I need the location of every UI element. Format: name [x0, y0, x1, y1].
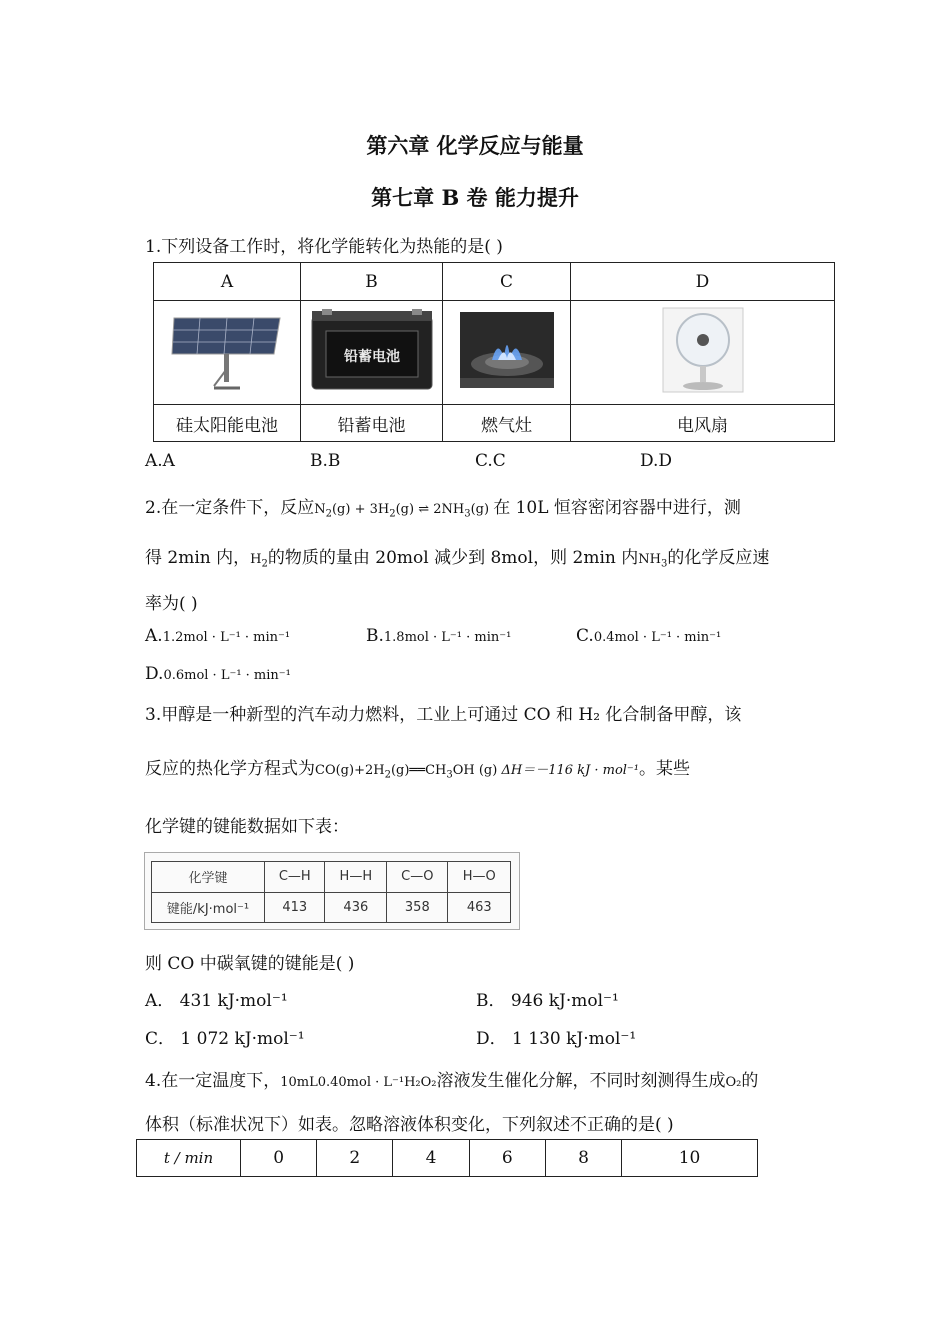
- q1-image-cell-c: [443, 301, 571, 405]
- q4-line1: [145, 1066, 758, 1091]
- q4-time-5: 10: [622, 1140, 758, 1177]
- q1-name-b: 铅蓄电池: [301, 405, 443, 442]
- q1-image-cell-b: [301, 301, 443, 405]
- bond-value-1: 413: [265, 892, 325, 923]
- q1-stem: 1.下列设备工作时，将化学能转化为热能的是( ): [145, 237, 503, 257]
- section-title: 第七章 B 卷 能力提升: [371, 185, 579, 210]
- q4-table-header-text: t / min: [163, 1149, 214, 1167]
- battery-label: 铅蓄电池: [343, 349, 400, 365]
- q2-option-b-value: 1.8mol · L⁻¹ · min⁻¹: [383, 630, 512, 645]
- q4-o2-formula: O₂: [725, 1075, 742, 1090]
- q4-time-4: 8: [545, 1140, 621, 1177]
- q2-option-a-value: 1.2mol · L⁻¹ · min⁻¹: [162, 630, 291, 645]
- q2-option-a: A.1.2mol · L⁻¹ · min⁻¹: [145, 626, 291, 646]
- q2-line1-text-b: 在 10L 恒容密闭容器中进行，测: [493, 498, 741, 518]
- q1-header-a: A: [154, 263, 301, 301]
- q2-line2-text-a: 得 2min 内，: [145, 548, 251, 568]
- q1-option-a: A.A: [145, 451, 175, 471]
- q1-header-c: C: [443, 263, 571, 301]
- q4-time-table: [136, 1139, 758, 1177]
- solar-panel-icon: [170, 310, 284, 390]
- bond-value-2: 436: [325, 892, 387, 923]
- bond-value-3: 358: [387, 892, 448, 923]
- q4-time-1: 2: [317, 1140, 393, 1177]
- q3-line3: 化学键的键能数据如下表：: [145, 817, 349, 837]
- q3-line2-text-b: 。某些: [639, 759, 691, 779]
- q3-option-b: B． 946 kJ·mol⁻¹: [476, 991, 619, 1011]
- q2-option-d-value: 0.6mol · L⁻¹ · min⁻¹: [163, 668, 291, 683]
- q1-header-b: B: [301, 263, 443, 301]
- gas-stove-icon: [460, 312, 554, 388]
- q3-thermo-equation: $CO(g)+2H_2(g)══CH_3OH$ (g): [315, 763, 502, 781]
- electric-fan-icon: [661, 306, 745, 394]
- q2-option-c-value: 0.4mol · L⁻¹ · min⁻¹: [593, 630, 722, 645]
- q4-line1-text-a: 4.在一定温度下，: [145, 1071, 281, 1091]
- q2-h2-formula: $H_2$: [250, 552, 268, 570]
- bond-header-1: C—H: [265, 862, 325, 893]
- q2-line2-text-c: 的化学反应速: [667, 548, 770, 568]
- q1-device-table: [153, 262, 835, 442]
- q1-option-c: C.C: [475, 451, 506, 471]
- q1-name-a: 硅太阳能电池: [154, 405, 301, 442]
- bond-value-4: 463: [448, 892, 511, 923]
- q4-time-3: 6: [469, 1140, 545, 1177]
- q4-line1-text-d: 的: [741, 1071, 759, 1091]
- q1-option-b: B.B: [310, 451, 341, 471]
- q1-image-cell-a: [154, 301, 301, 405]
- bond-header-4: H—O: [448, 862, 511, 893]
- q4-time-2: 4: [393, 1140, 469, 1177]
- q2-line3: 率为( ): [145, 594, 198, 614]
- bond-value-0: 键能/kJ·mol⁻¹: [152, 892, 265, 923]
- chapter-title: 第六章 化学反应与能量: [366, 133, 584, 158]
- q3-option-d: D． 1 130 kJ·mol⁻¹: [476, 1029, 637, 1049]
- q3-line1: 3.甲醇是一种新型的汽车动力燃料，工业上可通过 CO 和 H₂ 化合制备甲醇，该: [145, 705, 742, 725]
- q2-line1: [145, 493, 741, 520]
- q2-nh3-formula: $NH_3$: [638, 552, 668, 570]
- battery-icon: [310, 309, 434, 391]
- q1-image-cell-d: [571, 301, 835, 405]
- q1-name-c: 燃气灶: [443, 405, 571, 442]
- q1-name-d: 电风扇: [571, 405, 835, 442]
- q4-table-header: [137, 1140, 241, 1177]
- bond-energy-table-image: [144, 852, 520, 930]
- q2-option-d: D.0.6mol · L⁻¹ · min⁻¹: [145, 664, 291, 684]
- q3-option-a: A． 431 kJ·mol⁻¹: [145, 991, 288, 1011]
- bond-header-0: 化学键: [152, 862, 265, 893]
- q2-line2: [145, 543, 769, 570]
- q4-line1-text-b: 溶液发生催化分解，不同时刻测得生成: [436, 1071, 726, 1091]
- q3-line2-text-a: 反应的热化学方程式为: [145, 759, 315, 779]
- bond-header-2: H—H: [325, 862, 387, 893]
- q4-time-0: 0: [241, 1140, 317, 1177]
- q3-enthalpy: ΔH＝－116 kJ · mol⁻¹: [501, 763, 640, 778]
- q3-ask: 则 CO 中碳氧键的键能是( ): [145, 954, 355, 974]
- q4-solution: 10mL0.40mol · L⁻¹H₂O₂: [280, 1075, 437, 1090]
- bond-header-3: C—O: [387, 862, 448, 893]
- q2-reaction-equation: $N_2(g) + 3H_2(g)$ ⇌ $2NH_3(g)$: [314, 502, 494, 520]
- q2-line1-text-a: 2.在一定条件下，反应: [145, 498, 315, 518]
- q2-option-c: C.0.4mol · L⁻¹ · min⁻¹: [576, 626, 722, 646]
- q1-option-d: D.D: [640, 451, 673, 471]
- q2-line2-text-b: 的物质的量由 20mol 减少到 8mol，则 2min 内: [267, 548, 639, 568]
- bond-energy-table: [151, 861, 511, 923]
- q3-option-c: C． 1 072 kJ·mol⁻¹: [145, 1029, 305, 1049]
- q1-header-d: D: [571, 263, 835, 301]
- q4-line2: 体积（标准状况下）如表。忽略溶液体积变化，下列叙述不正确的是( ): [145, 1115, 674, 1135]
- q3-line2: [145, 754, 690, 781]
- q2-option-b: B.1.8mol · L⁻¹ · min⁻¹: [366, 626, 512, 646]
